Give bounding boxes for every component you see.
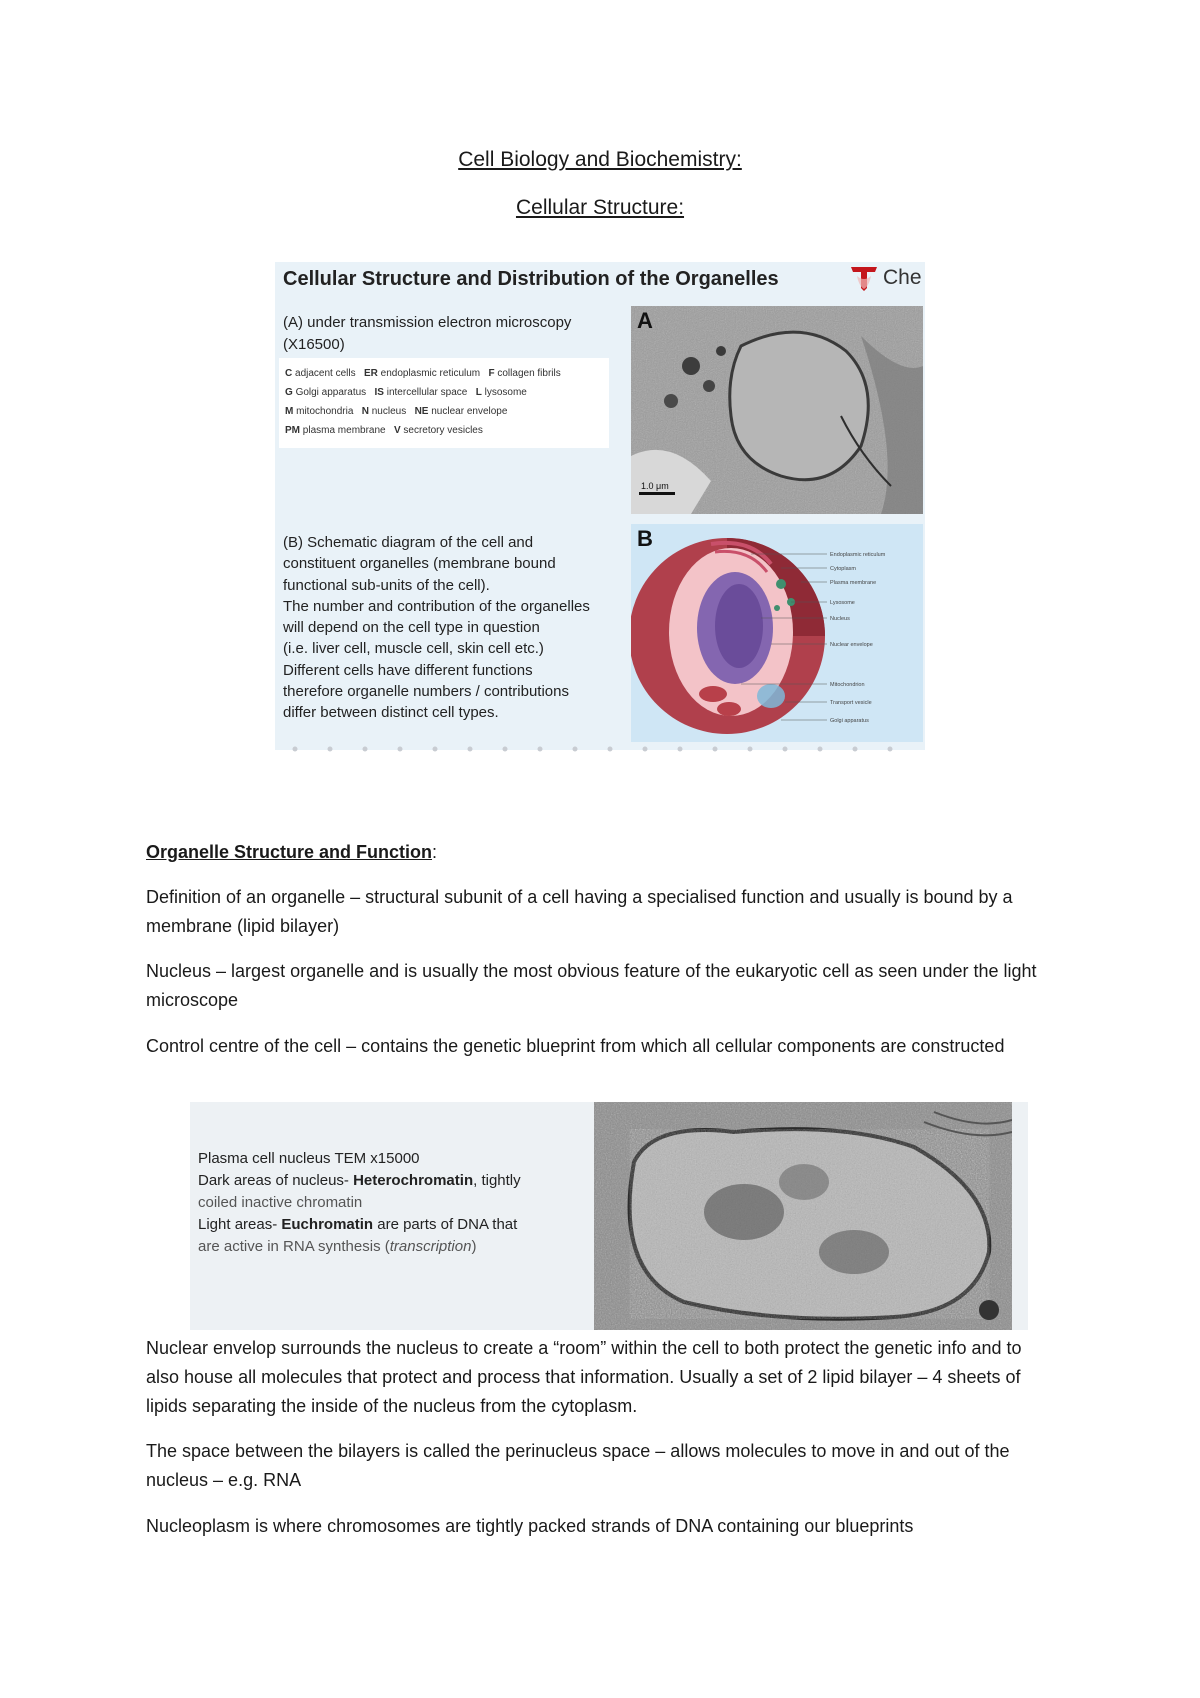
schematic-label: Mitochondrion bbox=[830, 682, 865, 688]
institution-logo bbox=[847, 264, 922, 292]
schematic-label: Nucleus bbox=[830, 616, 850, 622]
logo-text: Che bbox=[883, 266, 922, 289]
section-heading: Organelle Structure and Function: bbox=[146, 842, 438, 862]
paragraph-definition: Definition of an organelle – structural subunit of a cell having a specialised function and usually is bound by a membrane (lipid bilayer) bbox=[146, 887, 1013, 936]
legend-row: PM plasma membrane V secretory vesicles bbox=[285, 425, 483, 436]
paragraph-nucleoplasm: Nucleoplasm is where chromosomes are tightly packed strands of DNA containing our blueprints bbox=[146, 1516, 914, 1536]
legend-row: G Golgi apparatus IS intercellular space L lysosome bbox=[285, 387, 527, 398]
page-subtitle: Cellular Structure: bbox=[515, 196, 685, 219]
decorative-dot-border bbox=[275, 746, 925, 752]
schematic-label: Endoplasmic reticulum bbox=[830, 552, 886, 558]
figure-heading: Cellular Structure and Distribution of the Organelles bbox=[283, 268, 779, 290]
cell-schematic-diagram bbox=[631, 524, 923, 742]
legend-row: M mitochondria N nucleus NE nuclear envelope bbox=[285, 406, 508, 417]
paragraph-nucleus: Nucleus – largest organelle and is usually the most obvious feature of the eukaryotic cell as seen under the light microscope bbox=[146, 961, 1037, 1010]
paragraph-control-centre: Control centre of the cell – contains the genetic blueprint from which all cellular components are constructed bbox=[146, 1036, 1005, 1056]
panel-b-letter: B bbox=[637, 526, 653, 551]
nucleus-figure-caption: Plasma cell nucleus TEM x15000 Dark areas of nucleus- Heterochromatin, tightly coiled inactive chromatin Light areas- Euchromatin are parts of DNA that are active in RNA synthesis (transcription) bbox=[198, 1150, 521, 1255]
schematic-label: Plasma membrane bbox=[830, 580, 877, 586]
panel-a-description: (A) under transmission electron microscopy (X16500) bbox=[283, 314, 572, 353]
page-title: Cell Biology and Biochemistry: bbox=[458, 148, 742, 171]
abbreviation-legend bbox=[279, 358, 609, 448]
tem-micrograph-a bbox=[631, 306, 923, 514]
paragraph-perinucleus-space: The space between the bilayers is called the perinucleus space – allows molecules to move in and out of the nucleus – e.g. RNA bbox=[146, 1441, 1010, 1490]
crest-icon bbox=[847, 264, 881, 292]
schematic-label: Nuclear envelope bbox=[830, 642, 873, 648]
cell-structure-figure bbox=[275, 262, 925, 750]
panel-a-letter: A bbox=[637, 308, 653, 333]
schematic-label: Cytoplasm bbox=[830, 566, 856, 572]
paragraph-nuclear-envelope: Nuclear envelop surrounds the nucleus to create a “room” within the cell to both protect the genetic info and to also house all molecules that protect and process that information. Usually a set of 2 lipid bilayer – 4 sheets of lipids separating the inside of the nucleus from the cytoplasm. bbox=[146, 1338, 1022, 1416]
nucleus-tem-figure bbox=[190, 1102, 1028, 1330]
schematic-label: Lysosome bbox=[830, 600, 855, 606]
nucleus-tem-micrograph bbox=[594, 1102, 1012, 1330]
schematic-label: Golgi apparatus bbox=[830, 718, 869, 724]
scale-bar-label: 1.0 μm bbox=[641, 481, 669, 491]
legend-row: C adjacent cells ER endoplasmic reticulum F collagen fibrils bbox=[285, 368, 561, 379]
panel-b-description: (B) Schematic diagram of the cell and constituent organelles (membrane bound functional sub-units of the cell). The number and contribution of the organelles will depend on the cell type in question (i.e. liver cell, muscle cell, skin cell etc.) Different cells have different functions therefore organelle numbers / contributions differ between distinct cell types. bbox=[283, 534, 590, 722]
schematic-label: Transport vesicle bbox=[830, 700, 872, 706]
